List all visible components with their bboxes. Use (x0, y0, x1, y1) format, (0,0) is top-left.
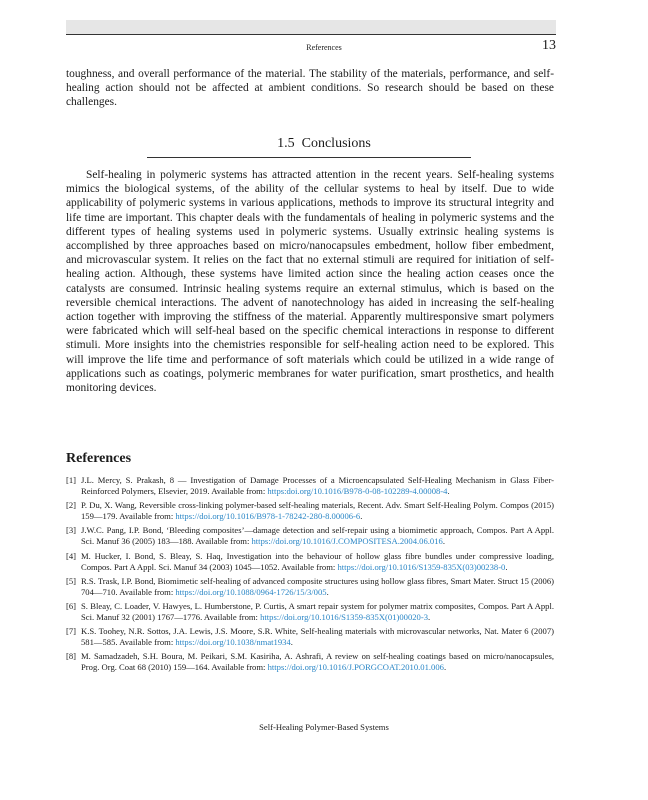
reference-citation: S. Bleay, C. Loader, V. Hawyes, L. Humberstone, P. Curtis, A smart repair system for polymer matrix composites, Compos. Part A Appl. Sci. Manuf 32 (2001) 1767—1776. Available from: (81, 600, 554, 622)
reference-number: [8] (66, 651, 77, 662)
intro-paragraph: toughness, and overall performance of the material. The stability of the materials, performance, and self-healing action should not be affected at ambient conditions. So research should be based on these challenges. (66, 68, 554, 109)
reference-number: [1] (66, 475, 77, 485)
reference-text (81, 551, 554, 573)
section-rule (147, 157, 471, 158)
page-footer: Self-Healing Polymer-Based Systems (259, 722, 389, 732)
page-number: 13 (542, 38, 556, 53)
reference-doi-link[interactable]: https://doi.org/10.1016/J.PORGCOAT.2010.01.006 (267, 662, 444, 673)
reference-item (66, 500, 554, 522)
reference-text (81, 576, 554, 598)
reference-item (66, 525, 554, 547)
reference-list (66, 475, 554, 677)
reference-citation: J.W.C. Pang, I.P. Bond, ‘Bleeding composites’—damage detection and self-repair using a biomimetic approach, Compos. Part A Appl. Sci. Manuf 36 (2005) 183—188. Available from: (81, 525, 554, 547)
reference-text (81, 651, 554, 673)
reference-number: [6] (66, 600, 77, 611)
reference-doi-link[interactable]: https://doi.org/10.1088/0964-1726/15/3/005 (175, 586, 327, 597)
reference-doi-link[interactable]: https://doi.org/10.1016/J.COMPOSITESA.2004.06.016 (251, 536, 443, 547)
reference-citation: J.L. Mercy, S. Prakash, 8 — Investigation of Damage Processes of a Microencapsulated Self-Healing Mechanism in Glass Fiber-Reinforced Polymers, Elsevier, 2019. Available from: (81, 475, 554, 496)
reference-doi-link[interactable]: https://doi.org/10.1038/nmat1934 (175, 637, 291, 648)
reference-citation: R.S. Trask, I.P. Bond, Biomimetic self-healing of advanced composite structures using hollow glass fibres, Smart Mater. Struct 15 (2006) 704—710. Available from: (81, 575, 554, 597)
reference-citation: P. Du, X. Wang, Reversible cross-linking polymer-based self-healing materials, Recent. Adv. Smart Self-Healing Polym. Compos (2015) 159—179. Available from: (81, 500, 554, 522)
reference-tail: . (442, 536, 445, 547)
reference-text (81, 475, 554, 497)
references-heading: References (66, 451, 132, 466)
reference-text (81, 601, 554, 623)
reference-tail: . (447, 486, 450, 496)
reference-number: [7] (66, 626, 77, 637)
reference-tail: . (290, 637, 293, 648)
reference-item (66, 601, 554, 623)
reference-number: [4] (66, 550, 77, 561)
reference-item (66, 576, 554, 598)
reference-number: [5] (66, 575, 77, 586)
reference-tail: . (443, 662, 447, 673)
reference-item (66, 626, 554, 648)
header-rule (66, 34, 556, 35)
reference-citation: M. Hucker, I. Bond, S. Bleay, S. Haq, Investigation into the behaviour of hollow glass fibre bundles under compressive loading, Compos. Part A Appl. Sci. Manuf 34 (2003) 1045—1052. Available from: (81, 550, 554, 572)
reference-tail: . (326, 586, 329, 597)
section-heading (0, 136, 648, 152)
header-bar (66, 20, 556, 34)
reference-doi-link[interactable]: https:doi.org/10.1016/B978-0-08-102289-4.00008-4 (267, 486, 448, 496)
reference-tail: . (505, 561, 508, 572)
running-head: References (306, 43, 342, 52)
reference-number: [2] (66, 500, 77, 511)
reference-text (81, 626, 554, 648)
reference-doi-link[interactable]: https://doi.org/10.1016/B978-1-78242-280-8.00006-6 (175, 511, 361, 522)
reference-citation: K.S. Toohey, N.R. Sottos, J.A. Lewis, J.S. Moore, S.R. White, Self-healing materials with microvascular networks, Nat. Mater 6 (2007) 581—585. Available from: (81, 626, 554, 648)
reference-tail: . (428, 611, 431, 622)
reference-tail: . (360, 511, 363, 522)
conclusions-paragraph: Self-healing in polymeric systems has attracted attention in the recent years. Self-healing systems mimics the biological systems, of the ability of the cellular systems to heal by itself. Due to wide applicability of polymeric systems in various applications, methods to improve its structural integrity and life time are important. This chapter deals with the fundamentals of healing in polymeric systems and the different types of healing systems used in polymeric systems. Usually extrinsic healing systems is accomplished by three approaches based on micro/nanocapsules embedment, hollow fiber embedment, and microvascular system. It relies on the fact that no external stimuli are required for initiation of self-healing action. Although, these systems have limited action since the healing action ceases once the catalysts are consumed. Intrinsic healing systems require an external stimulus, which is based on the reversible chemical interactions. The advent of nanotechnology has aided in increasing the self-healing action together with improving the stiffness of the material. Apparently multiresponsive smart polymers were fabricated which will self-heal based on the specific chemical interactions in response to different stimuli. More insights into the chemistries responsible for self-healing action need to be explored. This will improve the life time and performance of soft materials which could be utilized in a wide range of applications such as coatings, polymeric membranes for water purification, smart prosthetics, and health monitoring devices. (66, 169, 554, 395)
reference-doi-link[interactable]: https://doi.org/10.1016/S1359-835X(03)00238-0 (337, 561, 506, 572)
reference-citation: M. Samadzadeh, S.H. Boura, M. Peikari, S.M. Kasiriha, A. Ashrafi, A review on self-healing coatings based on micro/nanocapsules, Prog. Org. Coat 68 (2010) 159—164. Available from: (81, 651, 554, 673)
reference-text (81, 500, 554, 522)
reference-number: [3] (66, 525, 77, 536)
reference-doi-link[interactable]: https://doi.org/10.1016/S1359-835X(01)00020-3 (260, 611, 428, 622)
reference-item (66, 651, 554, 673)
section-title: Conclusions (301, 136, 371, 151)
reference-text (81, 525, 554, 547)
reference-item (66, 475, 554, 497)
section-number: 1.5 (277, 136, 295, 151)
reference-item (66, 551, 554, 573)
